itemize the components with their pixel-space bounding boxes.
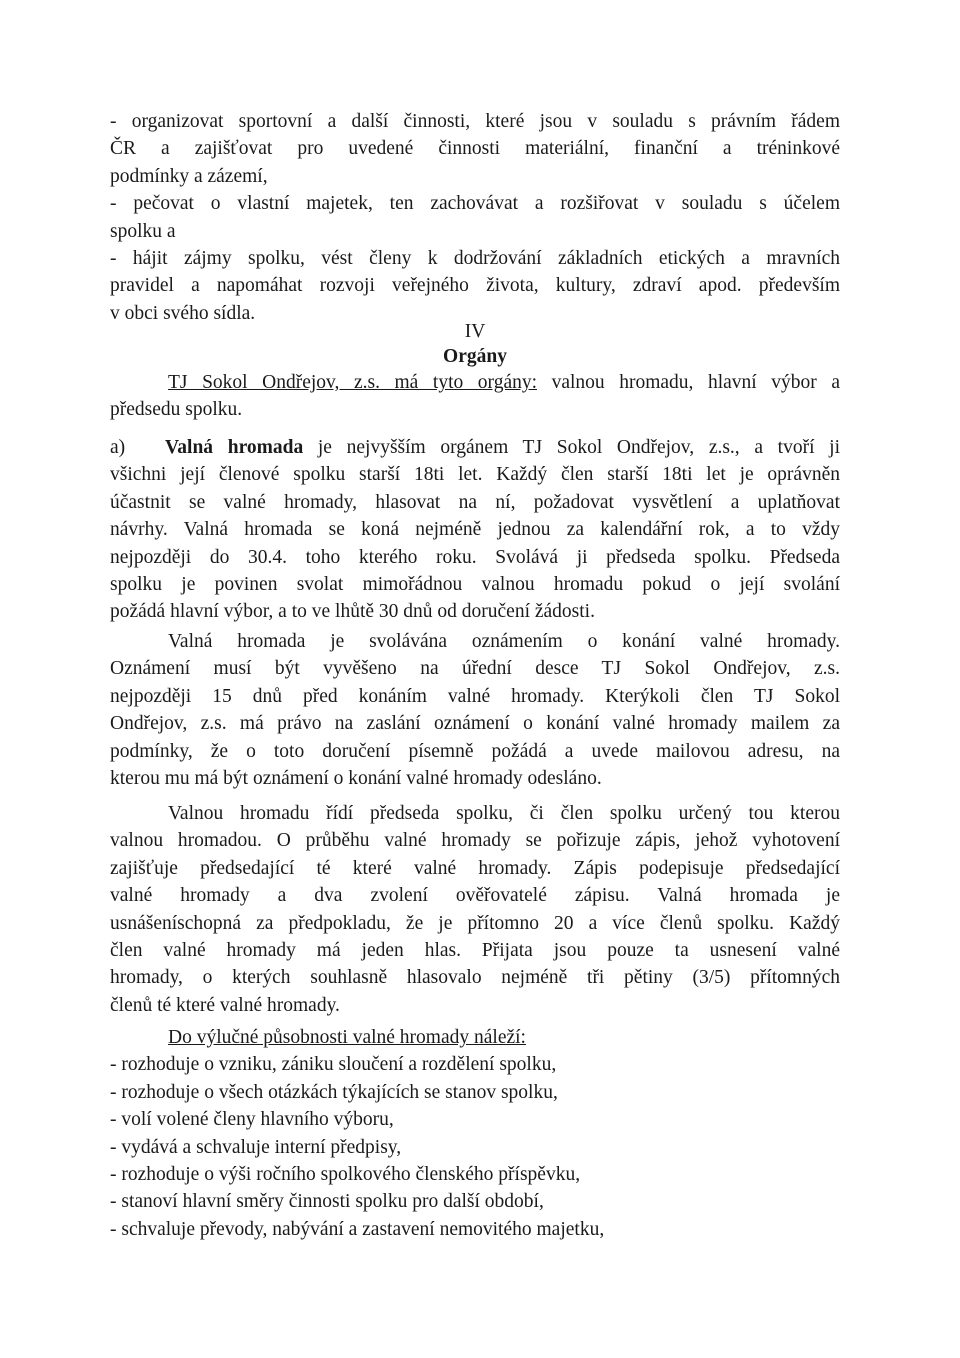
bold-term: Valná hromada bbox=[165, 437, 304, 458]
organs-intro-rest: valnou hromadu, hlavní výbor a bbox=[537, 372, 841, 393]
text-line: všichni její členové spolku starší 18ti let. Každý člen starší 18ti let je oprávněn bbox=[110, 464, 840, 486]
text-line: pravidel a napomáhat rozvoji veřejného života, kultury, zdraví apod. především bbox=[110, 275, 840, 297]
text-line: spolku je povinen svolat mimořádnou valnou hromadu pokud o její svolání bbox=[110, 574, 840, 596]
text-line bbox=[110, 369, 840, 396]
text-line: hromady, o kterých souhlasně hlasovalo nejméně tři pětiny (3/5) přítomných bbox=[110, 967, 840, 989]
section-title: Orgány bbox=[443, 346, 507, 367]
text-line: - organizovat sportovní a další činnosti, které jsou v souladu s právním řádem bbox=[110, 111, 840, 132]
text-line: - hájit zájmy spolku, vést členy k dodržování základních etických a mravních bbox=[110, 248, 840, 270]
text-line: nejpozději do 30.4. toho kterého roku. Svolává ji předseda spolku. Předseda bbox=[110, 546, 840, 568]
text-line: spolku a bbox=[110, 220, 176, 242]
text-line: valnou hromadou. O průběhu valné hromady se pořizuje zápis, jehož vyhotovení bbox=[110, 830, 840, 852]
list-item: - schvaluje převody, nabývání a zastavení nemovitého majetku, bbox=[110, 1218, 605, 1240]
text-line: účastnit se valné hromady, hlasovat na ní, požadovat vysvětlení a uplatňovat bbox=[110, 491, 840, 513]
text-line: usnášeníschopná za předpokladu, že je přítomno 20 a více členů spolku. Každý bbox=[110, 912, 840, 934]
list-item: - rozhoduje o vzniku, zániku sloučení a rozdělení spolku, bbox=[110, 1054, 557, 1076]
text-line: členů té které valné hromady. bbox=[110, 994, 340, 1016]
text-line: podmínky, že o toto doručení písemně požádá a uvede mailovou adresu, na bbox=[110, 740, 840, 762]
list-item: - stanoví hlavní směry činnosti spolku pro další období, bbox=[110, 1191, 544, 1213]
first-line-rest: je nejvyšším orgánem TJ Sokol Ondřejov, z.s., a tvoří ji bbox=[303, 437, 840, 458]
text-line: - pečovat o vlastní majetek, ten zachovávat a rozšiřovat v souladu s účelem bbox=[110, 193, 840, 215]
text-line: požádá hlavní výbor, a to ve lhůtě 30 dnů od doručení žádosti. bbox=[110, 601, 595, 623]
text-line: návrhy. Valná hromada se koná nejméně jednou za kalendářní rok, a to vždy bbox=[110, 519, 840, 541]
paragraph-proceedings bbox=[110, 800, 840, 1019]
item-label: a) bbox=[110, 437, 126, 458]
text-line: ČR a zajišťovat pro uvedené činnosti materiální, finanční a tréninkové bbox=[110, 138, 840, 160]
text-line: předsedu spolku. bbox=[110, 399, 243, 421]
organs-intro bbox=[110, 369, 840, 424]
competence-heading: Do výlučné působnosti valné hromady náleží: bbox=[168, 1027, 526, 1048]
list-item: - rozhoduje o všech otázkách týkajících se stanov spolku, bbox=[110, 1081, 558, 1103]
text-line: valné hromady a dva zvolení ověřovatelé zápisu. Valná hromada je bbox=[110, 885, 840, 907]
text-line: v obci svého sídla. bbox=[110, 302, 256, 324]
paragraph-convening bbox=[110, 628, 840, 792]
list-item: - rozhoduje o výši ročního spolkového členského příspěvku, bbox=[110, 1164, 581, 1186]
text-line: kterou mu má být oznámení o konání valné hromady odesláno. bbox=[110, 768, 602, 790]
organs-intro-underlined: TJ Sokol Ondřejov, z.s. má tyto orgány: bbox=[168, 372, 538, 393]
text-line: Valnou hromadu řídí předseda spolku, či člen spolku určený tou kterou bbox=[168, 803, 840, 824]
purposes-list bbox=[110, 108, 840, 327]
text-line: Ondřejov, z.s. má právo na zaslání oznámení o konání valné hromady mailem za bbox=[110, 713, 840, 735]
text-line: zajišťuje předsedající té které valné hromady. Zápis podepisuje předsedající bbox=[110, 857, 840, 879]
text-line: Oznámení musí být vyvěšeno na úřední desce TJ Sokol Ondřejov, z.s. bbox=[110, 658, 840, 680]
text-line: nejpozději 15 dnů před konáním valné hromady. Kterýkoli člen TJ Sokol bbox=[110, 685, 840, 707]
text-line: Valná hromada je svolávána oznámením o konání valné hromady. bbox=[168, 631, 840, 652]
competence-section bbox=[110, 1024, 840, 1243]
paragraph-general-assembly bbox=[110, 434, 840, 626]
list-item: - volí volené členy hlavního výboru, bbox=[110, 1109, 394, 1131]
text-line bbox=[110, 434, 840, 461]
list-item: - vydává a schvaluje interní předpisy, bbox=[110, 1136, 402, 1158]
section-number: IV bbox=[464, 321, 486, 342]
text-line: podmínky a zázemí, bbox=[110, 165, 268, 187]
text-line: člen valné hromady má jeden hlas. Přijata jsou pouze ta usnesení valné bbox=[110, 940, 840, 962]
